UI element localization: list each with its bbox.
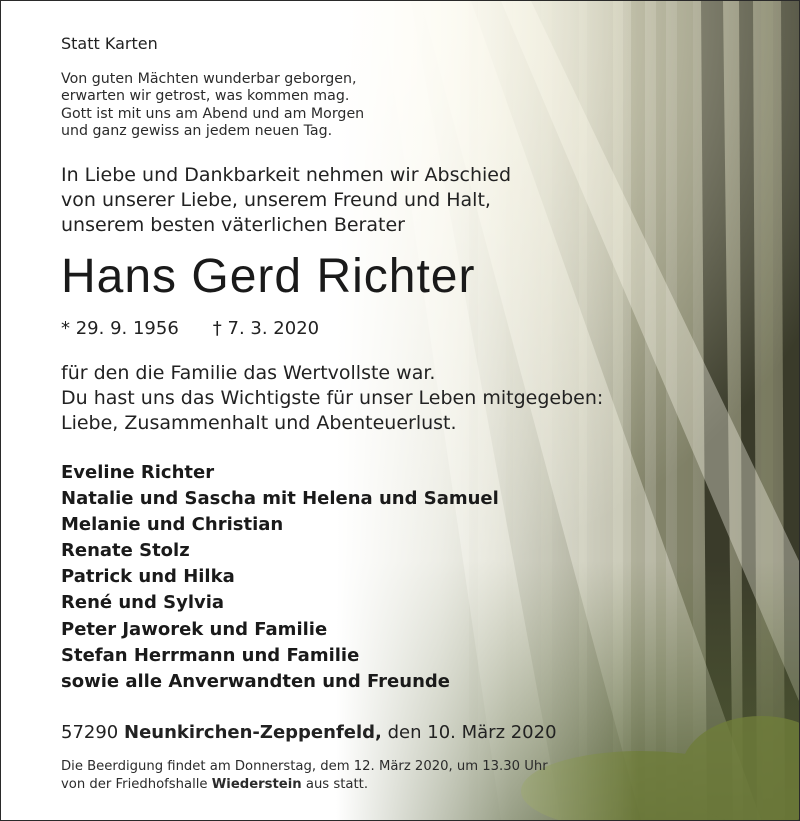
mourner: Patrick und Hilka <box>61 566 235 588</box>
farewell-intro <box>61 163 511 238</box>
funeral-line: Die Beerdigung findet am Donnerstag, dem 12. März 2020, um 13.30 Uhr <box>61 759 548 774</box>
poem-line: Von guten Mächten wunderbar geborgen, <box>61 71 357 87</box>
mourner: Natalie und Sascha mit Helena und Samuel <box>61 488 499 510</box>
notice-date: den 10. März 2020 <box>387 722 557 743</box>
tribute-line: Liebe, Zusammenhalt und Abenteuerlust. <box>61 412 457 434</box>
mourner: sowie alle Anverwandten und Freunde <box>61 670 450 692</box>
tribute-text <box>61 361 603 436</box>
mourner: Renate Stolz <box>61 540 190 562</box>
mourners-list <box>61 460 499 695</box>
funeral-info <box>61 758 548 794</box>
funeral-line <box>61 776 548 794</box>
mourner: Peter Jaworek und Familie <box>61 618 328 640</box>
funeral-location: Wiederstein <box>211 776 302 792</box>
tribute-line: Du hast uns das Wichtigste für unser Leben mitgegeben: <box>61 387 604 409</box>
funeral-text: aus statt. <box>305 776 369 792</box>
mourner: Stefan Herrmann und Familie <box>61 644 360 666</box>
funeral-text: von der Friedhofshalle <box>61 776 208 792</box>
birth-date: * 29. 9. 1956 <box>61 318 179 339</box>
intro-line: von unserer Liebe, unserem Freund und Halt, <box>61 189 491 211</box>
town-name: Neunkirchen-Zeppenfeld, <box>124 722 382 743</box>
mourner: Melanie und Christian <box>61 514 284 536</box>
tribute-line: für den die Familie das Wertvollste war. <box>61 362 436 384</box>
deceased-name: Hans Gerd Richter <box>61 250 476 303</box>
statt-karten: Statt Karten <box>61 34 158 53</box>
postal-code: 57290 <box>61 722 119 743</box>
poem-line: Gott ist mit uns am Abend und am Morgen <box>61 105 365 122</box>
poem <box>61 71 364 141</box>
mourner: René und Sylvia <box>61 592 225 614</box>
poem-line: erwarten wir getrost, was kommen mag. <box>61 88 350 105</box>
mourner: Eveline Richter <box>61 462 215 483</box>
intro-line: unserem besten väterlichen Berater <box>61 214 405 236</box>
death-date: † 7. 3. 2020 <box>212 318 320 339</box>
life-dates <box>61 318 319 339</box>
place-and-date <box>61 722 557 743</box>
intro-line: In Liebe und Dankbarkeit nehmen wir Abschied <box>61 164 512 186</box>
poem-line: und ganz gewiss an jedem neuen Tag. <box>61 123 333 140</box>
